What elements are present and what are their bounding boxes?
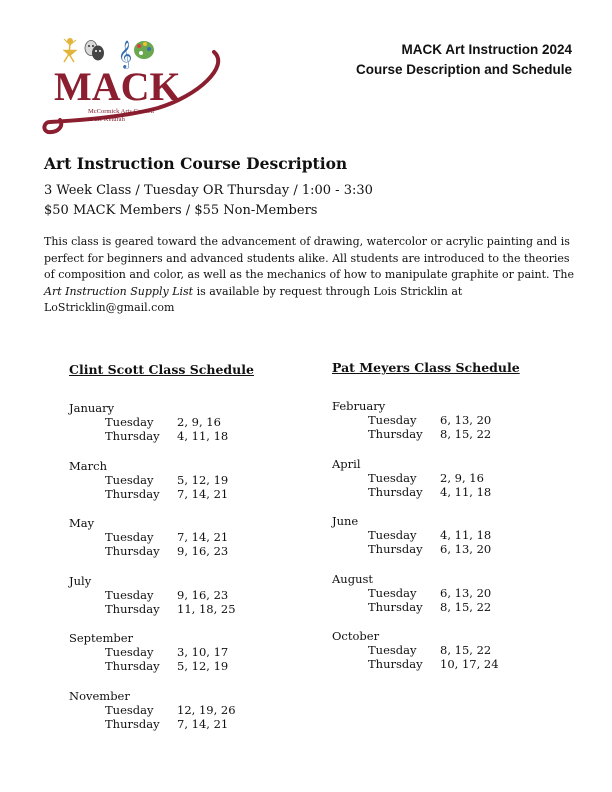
class-dates: 7, 14, 21 — [177, 530, 229, 544]
class-day-row — [69, 429, 254, 443]
class-dates: 3, 10, 17 — [177, 645, 229, 659]
month-block — [69, 459, 254, 501]
logo-graphic — [38, 36, 228, 136]
class-dates: 6, 13, 20 — [440, 413, 492, 427]
class-day: Tuesday — [368, 585, 417, 600]
month-label: April — [332, 456, 361, 471]
class-dates: 5, 12, 19 — [177, 659, 229, 673]
theater-masks-icon — [85, 41, 104, 61]
class-day: Tuesday — [368, 413, 417, 427]
month-block — [332, 514, 520, 556]
class-day-row — [69, 717, 254, 731]
month-block — [69, 574, 254, 616]
month-block — [69, 401, 254, 443]
schedule-title: Clint Scott Class Schedule — [69, 362, 254, 377]
class-day: Tuesday — [105, 472, 154, 487]
month-block — [332, 399, 520, 441]
schedule-body — [69, 401, 254, 731]
class-day-row — [69, 588, 254, 602]
class-dates: 11, 18, 25 — [177, 601, 236, 616]
class-dates: 4, 11, 18 — [440, 484, 492, 499]
class-dates: 9, 16, 23 — [177, 587, 229, 602]
class-day: Tuesday — [368, 643, 417, 657]
course-pricing: $50 MACK Members / $55 Non-Members — [44, 203, 318, 218]
class-day-row — [332, 542, 520, 556]
header-title: MACK Art Instruction 2024 — [401, 42, 572, 57]
class-day-row — [332, 471, 520, 485]
palette-icon — [134, 41, 154, 59]
class-day-row — [332, 485, 520, 499]
month-label: September — [69, 631, 134, 645]
class-dates: 8, 15, 22 — [440, 599, 492, 614]
class-day-row — [332, 413, 520, 427]
class-day-row — [69, 645, 254, 659]
class-dates: 7, 14, 21 — [177, 486, 229, 501]
class-dates: 2, 9, 16 — [440, 470, 484, 485]
schedule-body — [332, 399, 520, 671]
class-day-row — [332, 600, 520, 614]
class-day: Thursday — [368, 599, 423, 614]
treble-clef-icon: 𝄞 — [118, 40, 133, 68]
month-block — [69, 689, 254, 731]
class-day-row — [332, 427, 520, 441]
logo-org-line1: McCormick Arts Council — [88, 108, 155, 115]
class-dates: 8, 15, 22 — [440, 643, 492, 657]
month-block — [69, 631, 254, 673]
month-label: March — [69, 458, 107, 473]
month-label: June — [332, 514, 359, 528]
class-day: Tuesday — [368, 528, 417, 542]
month-block — [69, 516, 254, 558]
class-dates: 5, 12, 19 — [177, 472, 229, 487]
class-dates: 7, 14, 21 — [177, 716, 229, 731]
header-subtitle: Course Description and Schedule — [355, 62, 572, 77]
month-label: July — [69, 573, 92, 588]
class-day: Tuesday — [368, 470, 417, 485]
class-day-row — [332, 528, 520, 542]
class-day-row — [69, 659, 254, 673]
class-day-row — [332, 643, 520, 657]
class-day-row — [69, 602, 254, 616]
class-day: Thursday — [105, 429, 160, 443]
class-day: Tuesday — [105, 645, 154, 659]
class-dates: 9, 16, 23 — [177, 544, 229, 558]
class-day: Tuesday — [105, 415, 154, 429]
month-label: January — [69, 401, 115, 415]
class-day-row — [69, 544, 254, 558]
class-dates: 4, 11, 18 — [177, 429, 229, 443]
month-label: February — [332, 399, 386, 413]
class-day-row — [69, 473, 254, 487]
class-day: Thursday — [105, 659, 160, 673]
month-label: November — [69, 688, 130, 703]
course-schedule-info: 3 Week Class / Tuesday OR Thursday / 1:00 - 3:30 — [44, 183, 373, 198]
schedule-clint-scott — [69, 362, 254, 746]
class-day: Tuesday — [105, 587, 154, 602]
class-dates: 6, 13, 20 — [440, 585, 492, 600]
mack-logo — [38, 36, 228, 136]
document-header — [356, 40, 572, 80]
schedule-pat-meyers — [332, 360, 520, 687]
course-description — [44, 234, 574, 317]
class-day: Thursday — [105, 544, 160, 558]
logo-org-line2: at the Keturah — [88, 116, 125, 123]
course-title: Art Instruction Course Description — [44, 154, 348, 173]
class-day: Thursday — [368, 542, 423, 556]
class-day-row — [69, 530, 254, 544]
class-day: Thursday — [105, 486, 160, 501]
month-block — [332, 629, 520, 671]
desc-text-1: This class is geared toward the advancement of drawing, watercolor or acrylic painting and is perfect for beginners and advanced students alike. All students are introduced to the theories of composition and color, as well as the mechanics of how to manipulate graphite or paint. The — [44, 235, 574, 281]
class-dates: 2, 9, 16 — [177, 415, 221, 429]
desc-text-2: is available by request through Lois Stricklin at LoStricklin@gmail.com — [44, 284, 463, 314]
month-label: October — [332, 629, 380, 643]
class-day: Thursday — [105, 601, 160, 616]
class-day: Thursday — [368, 427, 423, 441]
class-day-row — [332, 586, 520, 600]
class-day-row — [69, 415, 254, 429]
class-dates: 6, 13, 20 — [440, 542, 492, 556]
class-dates: 12, 19, 26 — [177, 702, 236, 717]
ballerina-icon — [63, 39, 77, 63]
month-label: August — [332, 571, 374, 586]
schedule-title: Pat Meyers Class Schedule — [332, 360, 520, 375]
class-day: Thursday — [105, 716, 160, 731]
class-day-row — [69, 487, 254, 501]
month-block — [332, 572, 520, 614]
class-day: Tuesday — [105, 702, 154, 717]
class-day: Thursday — [368, 484, 423, 499]
month-label: May — [69, 516, 95, 530]
logo-letters: MACK — [54, 64, 181, 109]
class-day-row — [332, 657, 520, 671]
supply-list-title: Art Instruction Supply List — [44, 284, 194, 298]
class-day: Thursday — [368, 657, 423, 671]
class-dates: 4, 11, 18 — [440, 528, 492, 542]
class-day: Tuesday — [105, 530, 154, 544]
class-dates: 8, 15, 22 — [440, 427, 492, 441]
class-dates: 10, 17, 24 — [440, 657, 499, 671]
month-block — [332, 457, 520, 499]
class-day-row — [69, 703, 254, 717]
